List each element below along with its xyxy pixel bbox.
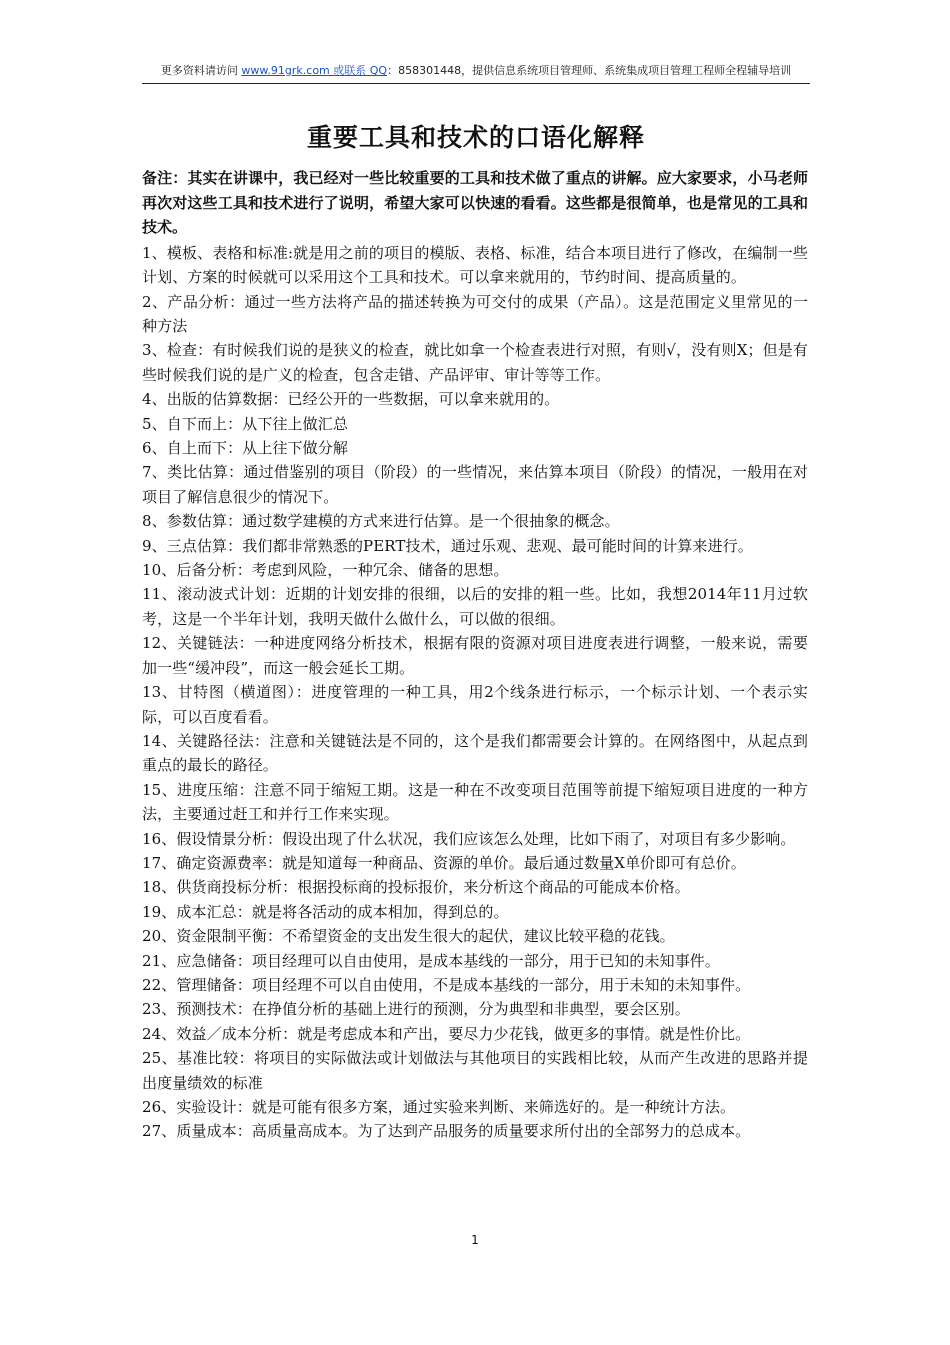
document-body bbox=[142, 166, 808, 1144]
list-item: 1、模板、表格和标准:就是用之前的项目的模版、表格、标准，结合本项目进行了修改，在编制一些计划、方案的时候就可以采用这个工具和技术。可以拿来就用的，节约时间、提高质量的。 bbox=[142, 243, 808, 287]
list-item: 26、实验设计：就是可能有很多方案，通过实验来判断、来筛选好的。是一种统计方法。 bbox=[142, 1098, 736, 1116]
list-item: 22、管理储备：项目经理不可以自由使用，不是成本基线的一部分，用于未知的未知事件。 bbox=[142, 975, 751, 994]
list-item: 4、出版的估算数据：已经公开的一些数据，可以拿来就用的。 bbox=[142, 390, 560, 409]
list-item: 15、进度压缩：注意不同于缩短工期。这是一种在不改变项目范围等前提下缩短项目进度的一种方法，主要通过赶工和并行工作来实现。 bbox=[142, 780, 808, 824]
list-item: 19、成本汇总：就是将各活动的成本相加，得到总的。 bbox=[142, 902, 509, 921]
list-item: 20、资金限制平衡：不希望资金的支出发生很大的起伏，建议比较平稳的花钱。 bbox=[142, 927, 675, 946]
header-link[interactable]: www.91grk.com 或联系 QQ bbox=[241, 64, 388, 77]
list-item: 2、产品分析：通过一些方法将产品的描述转换为可交付的成果（产品）。这是范围定义里常见的一种方法 bbox=[142, 292, 808, 335]
list-item: 27、质量成本：高质量高成本。为了达到产品服务的质量要求所付出的全部努力的总成本。 bbox=[142, 1122, 751, 1141]
list-item: 11、滚动波式计划：近期的计划安排的很细，以后的安排的粗一些。比如，我想2014年11月过软考，这是一个半年计划，我明天做什么做什么，可以做的很细。 bbox=[142, 585, 808, 628]
list-item: 17、确定资源费率：就是知道每一种商品、资源的单价。最后通过数量X单价即可有总价。 bbox=[142, 853, 746, 872]
header-rule bbox=[142, 83, 810, 84]
list-item: 8、参数估算：通过数学建模的方式来进行估算。是一个很抽象的概念。 bbox=[142, 512, 620, 531]
list-item: 14、关键路径法：注意和关键链法是不同的，这个是我们都需要会计算的。在网络图中，从起点到重点的最长的路径。 bbox=[142, 731, 808, 775]
list-item: 24、效益／成本分析：就是考虑成本和产出，要尽力少花钱，做更多的事情。就是性价比。 bbox=[142, 1024, 751, 1043]
list-item: 10、后备分析：考虑到风险，一种冗余、储备的思想。 bbox=[142, 561, 509, 580]
header-suffix: ：858301448，提供信息系统项目管理师、系统集成项目管理工程师全程辅导培训 bbox=[387, 64, 792, 77]
list-item: 13、甘特图（横道图）：进度管理的一种工具，用2个线条进行标示，一个标示计划、一个表示实际，可以百度看看。 bbox=[142, 683, 808, 726]
list-item: 23、预测技术：在挣值分析的基础上进行的预测，分为典型和非典型，要会区别。 bbox=[142, 1000, 690, 1019]
document-title: 重要工具和技术的口语化解释 bbox=[306, 123, 645, 152]
list-item: 5、自下而上：从下往上做汇总 bbox=[142, 414, 348, 433]
list-item: 3、检查：有时候我们说的是狭义的检查，就比如拿一个检查表进行对照，有则√，没有则X；但是有些时候我们说的是广义的检查，包含走错、产品评审、审计等等工作。 bbox=[142, 341, 808, 384]
list-item: 12、关键链法：一种进度网络分析技术，根据有限的资源对项目进度表进行调整，一般来说，需要加一些“缓冲段”，而这一般会延长工期。 bbox=[142, 634, 808, 677]
header-prefix: 更多资料请访问 bbox=[160, 64, 242, 77]
list-item: 6、自上而下：从上往下做分解 bbox=[142, 439, 348, 458]
note-paragraph: 备注：其实在讲课中，我已经对一些比较重要的工具和技术做了重点的讲解。应大家要求，小马老师再次对这些工具和技术进行了说明，希望大家可以快速的看看。这些都是很简单，也是常见的工具和技术。 bbox=[142, 169, 808, 237]
list-item: 7、类比估算：通过借鉴别的项目（阶段）的一些情况，来估算本项目（阶段）的情况，一般用在对项目了解信息很少的情况下。 bbox=[142, 463, 808, 506]
page-number: 1 bbox=[471, 1233, 479, 1247]
list-item: 18、供货商投标分析：根据投标商的投标报价，来分析这个商品的可能成本价格。 bbox=[142, 878, 690, 897]
list-item: 25、基准比较：将项目的实际做法或计划做法与其他项目的实践相比较，从而产生改进的思路并提出度量绩效的标准 bbox=[142, 1049, 808, 1092]
list-item: 16、假设情景分析：假设出现了什么状况，我们应该怎么处理，比如下雨了，对项目有多少影响。 bbox=[142, 829, 796, 848]
list-item: 21、应急储备：项目经理可以自由使用，是成本基线的一部分，用于已知的未知事件。 bbox=[142, 951, 720, 970]
list-item: 9、三点估算：我们都非常熟悉的PERT技术，通过乐观、悲观、最可能时间的计算来进行。 bbox=[142, 536, 753, 555]
page-header bbox=[142, 62, 810, 78]
